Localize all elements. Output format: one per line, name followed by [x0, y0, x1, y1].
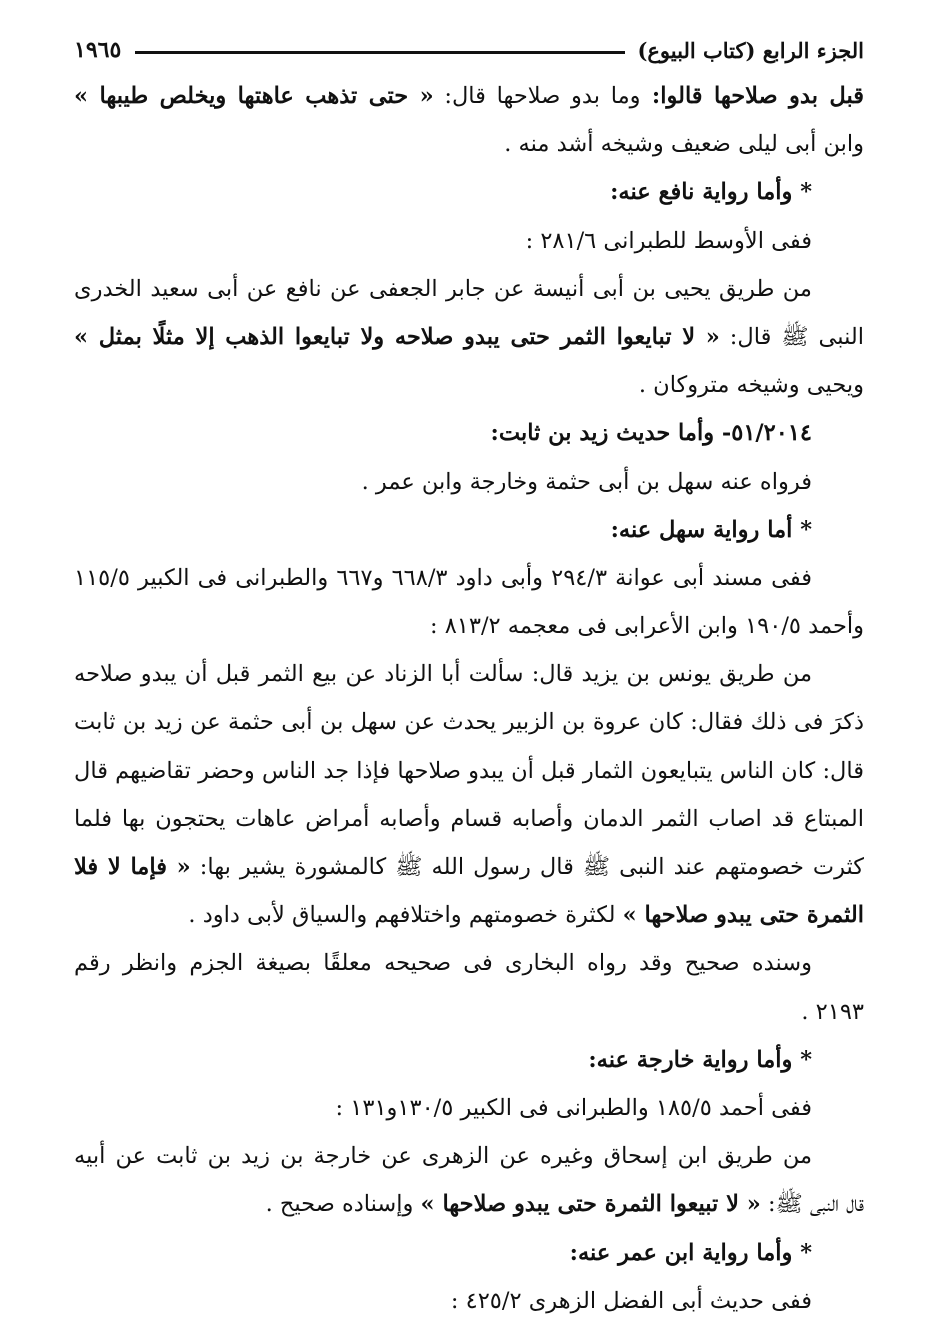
text-line: [74, 120, 864, 168]
text-line: [74, 602, 864, 650]
page-number: ١٩٦٥: [74, 37, 122, 63]
document-page: [74, 28, 864, 1318]
bold-text: ٥١/٢٠١٤- وأما حديث زيد بن ثابت:: [490, 420, 812, 447]
text-line: [74, 988, 864, 1036]
text-run: وما بدو صلاحها قال:: [433, 83, 641, 109]
document-body: [74, 72, 864, 1325]
text-run: ٢١٩٣ .: [801, 998, 864, 1025]
bold-text: * أما رواية سهل عنه:: [610, 516, 812, 543]
text-line: [74, 168, 864, 216]
bold-text: « لا تبيعوا الثمرة حتى يبدو صلاحها »: [420, 1191, 761, 1218]
text-run: فرواه عنه سهل بن أبى حثمة وخارجة وابن عمر .: [361, 468, 812, 495]
text-line: [74, 506, 864, 554]
text-run: من طريق يحيى بن أبى أنيسة عن جابر الجعفى عن نافع عن أبى سعيد الخدرى: [74, 275, 812, 302]
header-title: الجزء الرابع (كتاب البيوع): [637, 37, 864, 63]
text-run: ففى الأوسط للطبرانى ٢٨١/٦ :: [525, 227, 812, 254]
text-run: وابن أبى ليلى ضعيف وشيخه أشد منه .: [504, 131, 864, 158]
text-line: [74, 891, 864, 939]
text-line: [74, 1229, 864, 1277]
text-run: كثرت خصومتهم عند النبى ﷺ قال رسول الله ﷺ كالمشورة يشير بها:: [190, 854, 864, 880]
text-run: من طريق يونس بن يزيد قال: سألت أبا الزناد عن بيع الثمر قبل أن يبدو صلاحه: [74, 661, 812, 688]
text-line: [74, 1132, 864, 1180]
text-line: [74, 650, 864, 698]
text-line: [74, 698, 864, 746]
bold-text: قبل بدو صلاحها قالوا:: [640, 83, 864, 109]
text-run: قال النبى ﷺ:: [760, 1191, 864, 1218]
text-line: [74, 409, 864, 457]
text-line: [74, 1180, 864, 1228]
text-run: النبى ﷺ قال:: [719, 323, 864, 350]
text-line: [74, 795, 864, 843]
bold-text: « لا تبايعوا الثمر حتى يبدو صلاحه ولا تبايعوا الذهب إلا مثلًا بمثل »: [74, 323, 720, 350]
text-line: [74, 361, 864, 409]
text-run: ففى مسند أبى عوانة ٢٩٤/٣ وأبى داود ٦٦٨/٣ و٦٦٧ والطبرانى فى الكبير ١١٥/٥: [74, 564, 812, 591]
text-line: [74, 458, 864, 506]
bold-text: * وأما رواية خارجة عنه:: [588, 1046, 812, 1073]
text-run: وسنده صحيح وقد رواه البخارى فى صحيحه معلقًا بصيغة الجزم وانظر رقم: [74, 950, 812, 977]
text-line: [74, 72, 864, 120]
text-run: المبتاع قد اصاب الثمر الدمان وأصابه قسام وأصابه أمراض عاهات يحتجون بها فلما: [74, 805, 864, 832]
text-line: [74, 747, 864, 795]
text-run: لكثرة خصومتهم واختلافهم والسياق لأبى داود .: [188, 902, 623, 929]
text-run: من طريق ابن إسحاق وغيره عن الزهرى عن خارجة بن زيد بن ثابت عن أبيه: [74, 1143, 812, 1170]
bold-text: « فإما لا فلا: [74, 854, 191, 880]
text-run: ذكرَ فى ذلك فقال: كان عروة بن الزبير يحدث عن سهل بن أبى حثمة عن زيد بن ثابت: [74, 709, 864, 736]
text-line: [74, 554, 864, 602]
text-line: [74, 217, 864, 265]
text-run: ففى أحمد ١٨٥/٥ والطبرانى فى الكبير ١٣٠/٥و١٣١ :: [335, 1094, 812, 1121]
running-header: [74, 28, 864, 72]
text-line: [74, 1277, 864, 1325]
text-run: ويحيى وشيخه متروكان .: [638, 372, 864, 399]
text-line: [74, 1084, 864, 1132]
text-run: وإسناده صحيح .: [265, 1191, 421, 1218]
text-line: [74, 843, 864, 891]
bold-text: « حتى تذهب عاهتها ويخلص طيبها »: [74, 83, 434, 109]
text-run: ففى حديث أبى الفضل الزهرى ٤٢٥/٢ :: [450, 1287, 812, 1314]
text-run: قال: كان الناس يتبايعون الثمار قبل أن يبدو صلاحها فإذا جد الناس وحضر تقاضيهم قال: [74, 757, 864, 784]
text-line: [74, 265, 864, 313]
text-run: وأحمد ١٩٠/٥ وابن الأعرابى فى معجمه ٨١٣/٢ :: [429, 613, 864, 640]
bold-text: الثمرة حتى يبدو صلاحها »: [622, 902, 864, 929]
text-line: [74, 313, 864, 361]
text-line: [74, 939, 864, 987]
bold-text: * وأما رواية نافع عنه:: [610, 179, 812, 206]
text-line: [74, 1036, 864, 1084]
header-rule: [135, 51, 625, 54]
bold-text: * وأما رواية ابن عمر عنه:: [569, 1239, 812, 1266]
